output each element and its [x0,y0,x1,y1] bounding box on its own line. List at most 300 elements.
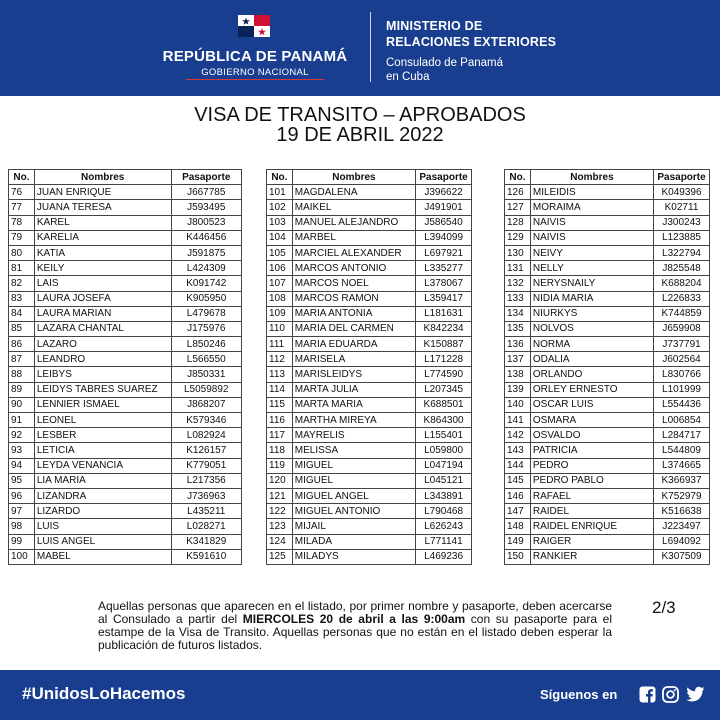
table-row [9,337,242,352]
row-number: 90 [9,397,35,412]
applicant-name: LIA MARIA [34,473,171,488]
table-row [9,443,242,458]
consulate-line2: en Cuba [386,71,430,83]
table-row [9,458,242,473]
applicant-name: RAIGER [530,534,653,549]
passport-number: J300243 [654,215,710,230]
applicant-name: MARIA ANTONIA [292,306,415,321]
row-number: 76 [9,185,35,200]
header-no: No. [9,170,35,185]
row-number: 92 [9,428,35,443]
table-row [267,413,472,428]
passport-number: J591875 [171,245,241,260]
table-row [505,443,710,458]
table-row [267,261,472,276]
table-row [267,291,472,306]
row-number: 104 [267,230,293,245]
row-number: 86 [9,337,35,352]
applicant-name: LEANDRO [34,352,171,367]
passport-number: J586540 [416,215,472,230]
applicant-name: LAZARO [34,337,171,352]
row-number: 147 [505,504,531,519]
passport-number: L435211 [171,504,241,519]
applicant-name: RAIDEL ENRIQUE [530,519,653,534]
row-number: 120 [267,473,293,488]
table-row [267,200,472,215]
applicant-name: MARISELA [292,352,415,367]
row-number: 125 [267,549,293,564]
table-row [267,276,472,291]
table-row [9,382,242,397]
applicant-name: NAIVIS [530,215,653,230]
passport-number: L226833 [654,291,710,306]
applicant-name: MAYRELIS [292,428,415,443]
applicant-name: LAURA MARIAN [34,306,171,321]
passport-number: L697921 [416,245,472,260]
applicant-name: OSCAR LUIS [530,397,653,412]
table-row [9,397,242,412]
applicant-name: MARIA DEL CARMEN [292,321,415,336]
passport-number: L469236 [416,549,472,564]
passport-number: L554436 [654,397,710,412]
note-date-highlight: MIERCOLES 20 de abril a las 9:00am [242,612,466,626]
table-row [9,200,242,215]
applicant-name: MARTA MARIA [292,397,415,412]
passport-number: L850246 [171,337,241,352]
row-number: 109 [267,306,293,321]
passport-number: K744859 [654,306,710,321]
passport-number: L394099 [416,230,472,245]
applicant-name: MILADA [292,534,415,549]
table-row [267,428,472,443]
table-row [9,215,242,230]
applicant-name: LUIS ANGEL [34,534,171,549]
passport-number: K049396 [654,185,710,200]
row-number: 77 [9,200,35,215]
row-number: 97 [9,504,35,519]
passport-number: K150887 [416,337,472,352]
applicant-name: MARISLEIDYS [292,367,415,382]
table-row [267,549,472,564]
table-row [505,397,710,412]
applicant-name: MARCIEL ALEXANDER [292,245,415,260]
table-row [9,321,242,336]
applicant-name: RAFAEL [530,488,653,503]
applicant-name: NIDIA MARIA [530,291,653,306]
row-number: 83 [9,291,35,306]
applicant-name: KAREL [34,215,171,230]
header-banner [0,0,720,96]
header-names: Nombres [34,170,171,185]
row-number: 95 [9,473,35,488]
applicant-name: MELISSA [292,443,415,458]
passport-number: L045121 [416,473,472,488]
applicant-name: NELLY [530,261,653,276]
passport-number: J800523 [171,215,241,230]
applicant-name: LETICIA [34,443,171,458]
passport-number: L566550 [171,352,241,367]
applicant-name: LEIBYS [34,367,171,382]
passport-number: J602564 [654,352,710,367]
table-row [9,534,242,549]
row-number: 96 [9,488,35,503]
applicant-name: ORLEY ERNESTO [530,382,653,397]
row-number: 131 [505,261,531,276]
applicant-name: MIGUEL ANTONIO [292,504,415,519]
table-row [505,185,710,200]
page-date: 19 DE ABRIL 2022 [276,124,444,146]
header-no: No. [505,170,531,185]
passport-number: K591610 [171,549,241,564]
passport-number: K752979 [654,488,710,503]
applicant-name: KEILY [34,261,171,276]
passport-number: J868207 [171,397,241,412]
consulate-line1: Consulado de Panamá [386,57,503,69]
row-number: 132 [505,276,531,291]
row-number: 134 [505,306,531,321]
panama-flag-icon [238,15,270,37]
table-row [267,473,472,488]
applicant-name: MAIKEL [292,200,415,215]
table-row [505,428,710,443]
passport-number: L207345 [416,382,472,397]
table-row [267,397,472,412]
passport-number: K446456 [171,230,241,245]
passport-number: L217356 [171,473,241,488]
passport-number: L082924 [171,428,241,443]
table-row [9,276,242,291]
table-row [505,367,710,382]
passport-number: L830766 [654,367,710,382]
table-row [505,519,710,534]
row-number: 145 [505,473,531,488]
page-indicator: 2/3 [652,598,676,617]
table-row [267,185,472,200]
table-row [505,215,710,230]
passport-number: L171228 [416,352,472,367]
row-number: 106 [267,261,293,276]
table-row [267,230,472,245]
passport-number: J223497 [654,519,710,534]
row-number: 118 [267,443,293,458]
table-row [505,321,710,336]
table-row [9,504,242,519]
instagram-icon[interactable] [662,686,679,703]
applicant-name: OSMARA [530,413,653,428]
row-number: 127 [505,200,531,215]
table-row [267,321,472,336]
page-title: VISA DE TRANSITO – APROBADOS [194,104,526,126]
row-number: 135 [505,321,531,336]
table-row [267,306,472,321]
table-row [505,261,710,276]
applicant-name: ODALIA [530,352,653,367]
passport-number: L771141 [416,534,472,549]
row-number: 79 [9,230,35,245]
table-row [505,382,710,397]
passport-number: L123885 [654,230,710,245]
table-row [505,504,710,519]
row-number: 81 [9,261,35,276]
table-row [267,337,472,352]
table-row [267,367,472,382]
passport-number: L479678 [171,306,241,321]
passport-number: K579346 [171,413,241,428]
passport-number: K842234 [416,321,472,336]
passport-number: L101999 [654,382,710,397]
applicant-name: LIZANDRA [34,488,171,503]
row-number: 85 [9,321,35,336]
row-number: 124 [267,534,293,549]
ministry-line2: RELACIONES EXTERIORES [386,35,557,49]
passport-number: L322794 [654,245,710,260]
passport-number: K091742 [171,276,241,291]
passport-number: K779051 [171,458,241,473]
row-number: 141 [505,413,531,428]
table-row [505,230,710,245]
table-row [9,519,242,534]
twitter-icon[interactable] [686,686,705,703]
applicant-name: MARCOS ANTONIO [292,261,415,276]
table-row [505,291,710,306]
header-passport: Pasaporte [416,170,472,185]
row-number: 144 [505,458,531,473]
passport-number: K307509 [654,549,710,564]
row-number: 137 [505,352,531,367]
table-row [267,215,472,230]
applicant-name: LAZARA CHANTAL [34,321,171,336]
passport-number: L047194 [416,458,472,473]
header-passport: Pasaporte [171,170,241,185]
table-row [9,306,242,321]
passport-number: L790468 [416,504,472,519]
passport-number: L774590 [416,367,472,382]
passport-number: L626243 [416,519,472,534]
row-number: 88 [9,367,35,382]
applicant-name: KARELIA [34,230,171,245]
row-number: 148 [505,519,531,534]
applicant-name: NIURKYS [530,306,653,321]
applicant-name: NEIVY [530,245,653,260]
passport-number: K864300 [416,413,472,428]
passport-number: J737791 [654,337,710,352]
applicant-name: ORLANDO [530,367,653,382]
applicant-name: JUAN ENRIQUE [34,185,171,200]
row-number: 114 [267,382,293,397]
applicant-name: MARCOS RAMON [292,291,415,306]
passport-number: J593495 [171,200,241,215]
table-row [9,185,242,200]
table-row [9,367,242,382]
table-row [505,534,710,549]
row-number: 78 [9,215,35,230]
vertical-divider [370,12,371,82]
passport-number: K905950 [171,291,241,306]
passport-number: L181631 [416,306,472,321]
table-row [505,276,710,291]
table-row [267,504,472,519]
applicant-name: MIGUEL ANGEL [292,488,415,503]
row-number: 80 [9,245,35,260]
follow-label: Síguenos en [540,687,618,702]
approved-table-2 [266,169,472,565]
table-row [505,352,710,367]
row-number: 101 [267,185,293,200]
applicant-name: LIZARDO [34,504,171,519]
ministry-line1: MINISTERIO DE [386,19,483,33]
table-row [505,413,710,428]
applicant-name: NERYSNAILY [530,276,653,291]
passport-number: J850331 [171,367,241,382]
table-row [9,352,242,367]
passport-number: J825548 [654,261,710,276]
row-number: 111 [267,337,293,352]
table-row [9,488,242,503]
row-number: 91 [9,413,35,428]
passport-number: L343891 [416,488,472,503]
table-row [9,473,242,488]
applicant-name: PEDRO [530,458,653,473]
applicant-name: MANUEL ALEJANDRO [292,215,415,230]
passport-number: J659908 [654,321,710,336]
passport-number: J175976 [171,321,241,336]
note-text: con su pasaporte para el estampe de la Visa de Transito. Aquellas personas que no están en el listado deben esperar la publicación de futuros listados. [98,612,612,652]
applicant-name: MABEL [34,549,171,564]
table-row [9,245,242,260]
row-number: 98 [9,519,35,534]
applicant-name: MARTHA MIREYA [292,413,415,428]
applicant-name: MARCOS NOEL [292,276,415,291]
row-number: 149 [505,534,531,549]
row-number: 89 [9,382,35,397]
row-number: 102 [267,200,293,215]
applicant-name: MIJAIL [292,519,415,534]
applicant-name: LAIS [34,276,171,291]
table-row [267,443,472,458]
government-label: GOBIERNO NACIONAL [201,67,309,78]
passport-number: L374665 [654,458,710,473]
applicant-name: LUIS [34,519,171,534]
passport-number: K02711 [654,200,710,215]
note-text: Aquellas personas que aparecen en el listado, por primer nombre y pasaporte, deben acercarse al Consulado a partir del [98,599,612,626]
applicant-name: MIGUEL [292,473,415,488]
table-row [267,534,472,549]
row-number: 94 [9,458,35,473]
instructions-note [98,600,612,652]
applicant-name: MARIA EDUARDA [292,337,415,352]
row-number: 110 [267,321,293,336]
table-row [267,382,472,397]
applicant-name: MAGDALENA [292,185,415,200]
applicant-name: NOLVOS [530,321,653,336]
row-number: 87 [9,352,35,367]
applicant-name: LEIDYS TABRES SUAREZ [34,382,171,397]
passport-number: K516638 [654,504,710,519]
row-number: 115 [267,397,293,412]
row-number: 82 [9,276,35,291]
passport-number: L359417 [416,291,472,306]
passport-number: K688501 [416,397,472,412]
row-number: 84 [9,306,35,321]
table-row [9,230,242,245]
row-number: 100 [9,549,35,564]
passport-number: K126157 [171,443,241,458]
passport-number: K688204 [654,276,710,291]
applicant-name: NORMA [530,337,653,352]
passport-number: L335277 [416,261,472,276]
row-number: 138 [505,367,531,382]
table-row [505,473,710,488]
row-number: 108 [267,291,293,306]
header-no: No. [267,170,293,185]
applicant-name: MIGUEL [292,458,415,473]
passport-number: L694092 [654,534,710,549]
row-number: 143 [505,443,531,458]
passport-number: L424309 [171,261,241,276]
row-number: 150 [505,549,531,564]
row-number: 121 [267,488,293,503]
header-names: Nombres [292,170,415,185]
passport-number: L155401 [416,428,472,443]
row-number: 103 [267,215,293,230]
passport-number: L544809 [654,443,710,458]
country-name: REPÚBLICA DE PANAMÁ [162,48,348,65]
row-number: 126 [505,185,531,200]
row-number: 140 [505,397,531,412]
facebook-icon[interactable] [639,686,656,703]
applicant-name: LENNIER ISMAEL [34,397,171,412]
row-number: 119 [267,458,293,473]
table-row [267,519,472,534]
row-number: 117 [267,428,293,443]
hashtag: #UnidosLoHacemos [22,684,186,703]
approved-table-1 [8,169,242,565]
row-number: 128 [505,215,531,230]
applicant-name: LEONEL [34,413,171,428]
row-number: 129 [505,230,531,245]
passport-number: L006854 [654,413,710,428]
table-row [505,245,710,260]
row-number: 136 [505,337,531,352]
passport-number: K341829 [171,534,241,549]
applicant-name: LEYDA VENANCIA [34,458,171,473]
applicant-name: MARBEL [292,230,415,245]
applicant-name: MORAIMA [530,200,653,215]
passport-number: L5059892 [171,382,241,397]
table-row [9,428,242,443]
row-number: 142 [505,428,531,443]
table-row [267,488,472,503]
passport-number: J667785 [171,185,241,200]
applicant-name: MILEIDIS [530,185,653,200]
header-names: Nombres [530,170,653,185]
header-passport: Pasaporte [654,170,710,185]
row-number: 112 [267,352,293,367]
approved-table-3 [504,169,710,565]
row-number: 130 [505,245,531,260]
table-row [9,261,242,276]
passport-number: L059800 [416,443,472,458]
applicant-name: PATRICIA [530,443,653,458]
table-row [267,245,472,260]
passport-number: J396622 [416,185,472,200]
passport-number: K366937 [654,473,710,488]
applicant-name: NAIVIS [530,230,653,245]
table-row [9,291,242,306]
row-number: 113 [267,367,293,382]
row-number: 105 [267,245,293,260]
table-row [267,352,472,367]
